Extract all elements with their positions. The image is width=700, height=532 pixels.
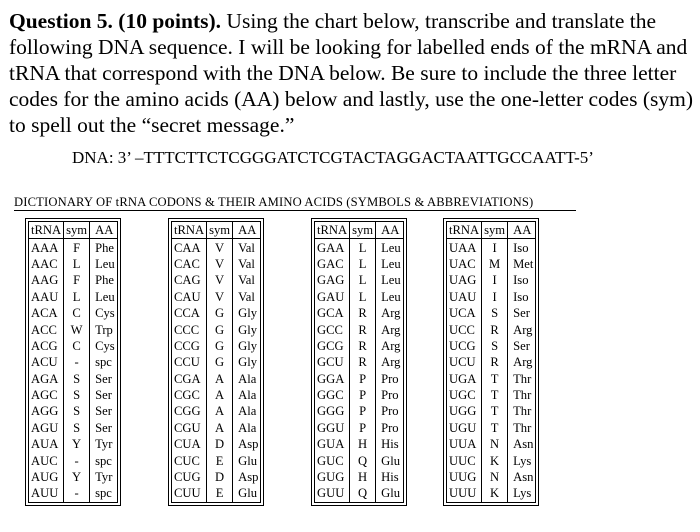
codon-cell: UAU [447, 289, 482, 305]
amino-acid-cell: Phe [95, 240, 114, 255]
codon-table-4 [446, 221, 536, 503]
amino-acid-cell: Arg [513, 322, 533, 337]
codon-cell: CUA [172, 436, 207, 452]
table-row [315, 387, 404, 403]
symbol-cell: E [207, 485, 233, 502]
table-row [172, 436, 261, 452]
symbol-cell: H [350, 436, 376, 452]
codon-table-2 [171, 221, 261, 503]
table-row [172, 272, 261, 288]
amino-acid-cell: Gly [238, 322, 257, 337]
table-row [315, 305, 404, 321]
codon-cell: AAG [29, 272, 64, 288]
amino-acid-cell: Gly [238, 355, 257, 370]
symbol-cell: L [64, 256, 90, 272]
table-row [172, 371, 261, 387]
codon-cell: UGU [447, 420, 482, 436]
amino-acid-cell: Ser [95, 404, 112, 419]
table-row [29, 354, 118, 370]
symbol-cell: Y [64, 436, 90, 452]
question-label: Question 5. (10 points). [9, 9, 222, 33]
amino-acid-cell: Pro [381, 420, 399, 435]
table-row [29, 239, 118, 256]
symbol-cell: L [350, 239, 376, 256]
table-row [29, 387, 118, 403]
amino-acid-cell: Arg [381, 322, 401, 337]
table-row [29, 452, 118, 468]
amino-acid-cell: Lys [513, 453, 532, 468]
table-row [29, 485, 118, 502]
table-row [315, 403, 404, 419]
codon-cell: CAU [172, 289, 207, 305]
symbol-cell: C [64, 305, 90, 321]
amino-acid-cell: Ala [238, 420, 257, 435]
table-row [447, 354, 536, 370]
amino-acid-cell: Leu [381, 240, 401, 255]
table-row [29, 305, 118, 321]
amino-acid-cell: Tyr [95, 470, 113, 485]
symbol-cell: R [350, 354, 376, 370]
codon-table-header [315, 222, 404, 239]
table-row [172, 452, 261, 468]
symbol-cell: S [64, 420, 90, 436]
amino-acid-cell: Trp [95, 322, 113, 337]
table-row [29, 272, 118, 288]
symbol-cell: P [350, 371, 376, 387]
codon-cell: GCU [315, 354, 350, 370]
codon-cell: UGC [447, 387, 482, 403]
symbol-cell: R [350, 338, 376, 354]
codon-cell: ACC [29, 321, 64, 337]
symbol-cell: R [350, 321, 376, 337]
symbol-cell: E [207, 452, 233, 468]
column-header: tRNA [447, 222, 482, 239]
codon-cell: AGG [29, 403, 64, 419]
amino-acid-cell: Glu [381, 453, 400, 468]
codon-cell: UAC [447, 256, 482, 272]
amino-acid-cell: Leu [381, 256, 401, 271]
amino-acid-cell: Glu [381, 486, 400, 501]
codon-cell: CAG [172, 272, 207, 288]
symbol-cell: D [207, 469, 233, 485]
amino-acid-cell: Cys [95, 338, 115, 353]
codon-cell: AGA [29, 371, 64, 387]
table-row [172, 338, 261, 354]
symbol-cell: F [64, 272, 90, 288]
table-row [172, 256, 261, 272]
codon-cell: GUA [315, 436, 350, 452]
column-header: sym [64, 222, 90, 239]
table-row [315, 272, 404, 288]
column-header: sym [482, 222, 508, 239]
table-row [29, 338, 118, 354]
codon-cell: UAA [447, 239, 482, 256]
symbol-cell: S [64, 387, 90, 403]
symbol-cell: T [482, 371, 508, 387]
table-row [447, 403, 536, 419]
symbol-cell: Q [350, 452, 376, 468]
symbol-cell: S [64, 371, 90, 387]
symbol-cell: V [207, 289, 233, 305]
symbol-cell: D [207, 436, 233, 452]
table-row [447, 371, 536, 387]
amino-acid-cell: Pro [381, 371, 399, 386]
amino-acid-cell: Ser [513, 338, 530, 353]
symbol-cell: N [482, 436, 508, 452]
codon-cell: GGG [315, 403, 350, 419]
symbol-cell: N [482, 469, 508, 485]
table-row [315, 452, 404, 468]
codon-cell: UCA [447, 305, 482, 321]
table-row [315, 436, 404, 452]
codon-cell: UUU [447, 485, 482, 502]
amino-acid-cell: Leu [95, 256, 115, 271]
amino-acid-cell: Pro [381, 404, 399, 419]
symbol-cell: R [482, 354, 508, 370]
codon-cell: UCU [447, 354, 482, 370]
symbol-cell: R [482, 321, 508, 337]
amino-acid-cell: Iso [513, 240, 529, 255]
codon-cell: AUG [29, 469, 64, 485]
amino-acid-cell: Ala [238, 404, 257, 419]
codon-cell: GUU [315, 485, 350, 502]
codon-cell: CGU [172, 420, 207, 436]
table-row [447, 452, 536, 468]
codon-cell: GCG [315, 338, 350, 354]
codon-cell: AGU [29, 420, 64, 436]
table-row [172, 485, 261, 502]
amino-acid-cell: Glu [238, 453, 257, 468]
table-row [29, 256, 118, 272]
table-row [29, 371, 118, 387]
table-row [315, 420, 404, 436]
codon-table-1 [28, 221, 118, 503]
codon-cell: GUG [315, 469, 350, 485]
codon-cell: UCG [447, 338, 482, 354]
amino-acid-cell: Pro [381, 388, 399, 403]
table-row [29, 289, 118, 305]
symbol-cell: L [64, 289, 90, 305]
symbol-cell: S [482, 305, 508, 321]
codon-cell: AUC [29, 452, 64, 468]
codon-cell: ACA [29, 305, 64, 321]
table-row [29, 469, 118, 485]
table-row [172, 469, 261, 485]
symbol-cell: P [350, 387, 376, 403]
symbol-cell: T [482, 420, 508, 436]
symbol-cell: P [350, 420, 376, 436]
amino-acid-cell: Thr [513, 420, 532, 435]
codon-table-header [172, 222, 261, 239]
codon-cell: CCC [172, 321, 207, 337]
amino-acid-cell: Ala [238, 371, 257, 386]
amino-acid-cell: Ser [95, 371, 112, 386]
amino-acid-cell: Ser [95, 420, 112, 435]
symbol-cell: S [64, 403, 90, 419]
table-row [315, 338, 404, 354]
codon-cell: CCG [172, 338, 207, 354]
column-header: AA [90, 222, 118, 239]
codon-cell: UUG [447, 469, 482, 485]
amino-acid-cell: Thr [513, 388, 532, 403]
codon-cell: GGU [315, 420, 350, 436]
amino-acid-cell: Asn [513, 470, 534, 485]
codon-cell: UUA [447, 436, 482, 452]
codon-cell: GCC [315, 321, 350, 337]
amino-acid-cell: Thr [513, 404, 532, 419]
amino-acid-cell: Tyr [95, 437, 113, 452]
codon-table-3 [314, 221, 404, 503]
amino-acid-cell: spc [95, 453, 112, 468]
column-header: sym [207, 222, 233, 239]
symbol-cell: G [207, 321, 233, 337]
table-row [172, 354, 261, 370]
symbol-cell: L [350, 256, 376, 272]
amino-acid-cell: Lys [513, 486, 532, 501]
codon-cell: CAC [172, 256, 207, 272]
symbol-cell: K [482, 452, 508, 468]
codon-cell: ACU [29, 354, 64, 370]
column-header: tRNA [315, 222, 350, 239]
amino-acid-cell: Arg [513, 355, 533, 370]
symbol-cell: G [207, 354, 233, 370]
table-row [447, 387, 536, 403]
symbol-cell: R [350, 305, 376, 321]
amino-acid-cell: Leu [95, 289, 115, 304]
column-header: tRNA [172, 222, 207, 239]
codon-cell: CGC [172, 387, 207, 403]
codon-cell: CUU [172, 485, 207, 502]
codon-cell: CUC [172, 452, 207, 468]
codon-cell: CGG [172, 403, 207, 419]
codon-cell: GGA [315, 371, 350, 387]
amino-acid-cell: Met [513, 256, 534, 271]
table-row [172, 420, 261, 436]
column-header: sym [350, 222, 376, 239]
table-row [447, 420, 536, 436]
codon-cell: GAU [315, 289, 350, 305]
table-row [447, 469, 536, 485]
amino-acid-cell: Arg [381, 355, 401, 370]
amino-acid-cell: His [381, 470, 399, 485]
table-row [29, 321, 118, 337]
amino-acid-cell: Leu [381, 289, 401, 304]
symbol-cell: A [207, 371, 233, 387]
symbol-cell: Y [64, 469, 90, 485]
symbol-cell: S [482, 338, 508, 354]
codon-cell: UGA [447, 371, 482, 387]
codon-cell: ACG [29, 338, 64, 354]
symbol-cell: W [64, 321, 90, 337]
symbol-cell: I [482, 289, 508, 305]
symbol-cell: K [482, 485, 508, 502]
codon-cell: GGC [315, 387, 350, 403]
amino-acid-cell: Asp [238, 437, 259, 452]
symbol-cell: H [350, 469, 376, 485]
question-body: Using the chart below, transcribe and translate the following DNA sequence. I will be looking for labelled ends of the mRNA and tRNA that correspond with the DNA below. Be sure to include the three letter codes for the amino acids (AA) below and lastly, use the one-letter codes (sym) to spell out the “secret message.” [9, 9, 694, 137]
codon-cell: UAG [447, 272, 482, 288]
amino-acid-cell: His [381, 437, 399, 452]
table-row [315, 354, 404, 370]
codon-cell: AAU [29, 289, 64, 305]
codon-cell: CCA [172, 305, 207, 321]
codon-cell: GAA [315, 239, 350, 256]
table-row [447, 321, 536, 337]
symbol-cell: - [64, 452, 90, 468]
codon-cell: AUA [29, 436, 64, 452]
table-row [447, 485, 536, 502]
table-row [447, 272, 536, 288]
amino-acid-cell: Gly [238, 306, 257, 321]
table-row [172, 321, 261, 337]
table-row [29, 403, 118, 419]
table-row [172, 403, 261, 419]
table-row [315, 256, 404, 272]
symbol-cell: A [207, 387, 233, 403]
amino-acid-cell: Val [238, 240, 255, 255]
table-row [447, 239, 536, 256]
table-row [29, 420, 118, 436]
codon-cell: AAC [29, 256, 64, 272]
codon-cell: UGG [447, 403, 482, 419]
codon-cell: AGC [29, 387, 64, 403]
amino-acid-cell: Arg [381, 338, 401, 353]
table-row [447, 289, 536, 305]
symbol-cell: V [207, 272, 233, 288]
amino-acid-cell: Iso [513, 273, 529, 288]
symbol-cell: C [64, 338, 90, 354]
table-row [315, 469, 404, 485]
amino-acid-cell: Val [238, 256, 255, 271]
symbol-cell: T [482, 403, 508, 419]
symbol-cell: - [64, 354, 90, 370]
symbol-cell: I [482, 239, 508, 256]
symbol-cell: V [207, 239, 233, 256]
amino-acid-cell: Leu [381, 273, 401, 288]
table-row [447, 305, 536, 321]
table-row [172, 305, 261, 321]
table-row [447, 338, 536, 354]
table-row [315, 371, 404, 387]
table-row [29, 436, 118, 452]
symbol-cell: G [207, 305, 233, 321]
column-header: AA [233, 222, 261, 239]
codon-cell: GAC [315, 256, 350, 272]
symbol-cell: V [207, 256, 233, 272]
amino-acid-cell: Iso [513, 289, 529, 304]
table-row [315, 239, 404, 256]
amino-acid-cell: Cys [95, 306, 115, 321]
symbol-cell: A [207, 420, 233, 436]
symbol-cell: - [64, 485, 90, 502]
amino-acid-cell: spc [95, 486, 112, 501]
column-header: AA [508, 222, 536, 239]
dictionary-title: DICTIONARY OF tRNA CODONS & THEIR AMINO ACIDS (SYMBOLS & ABBREVIATIONS) [14, 194, 576, 211]
column-header: AA [376, 222, 404, 239]
table-row [447, 436, 536, 452]
table-row [315, 321, 404, 337]
amino-acid-cell: Phe [95, 273, 114, 288]
amino-acid-cell: Ser [513, 306, 530, 321]
codon-cell: GCA [315, 305, 350, 321]
codon-cell: AUU [29, 485, 64, 502]
table-row [172, 289, 261, 305]
symbol-cell: I [482, 272, 508, 288]
codon-cell: CCU [172, 354, 207, 370]
codon-table-header [29, 222, 118, 239]
symbol-cell: L [350, 272, 376, 288]
amino-acid-cell: Thr [513, 371, 532, 386]
amino-acid-cell: Arg [381, 306, 401, 321]
table-row [315, 289, 404, 305]
symbol-cell: P [350, 403, 376, 419]
symbol-cell: L [350, 289, 376, 305]
codon-cell: CAA [172, 239, 207, 256]
table-row [315, 485, 404, 502]
symbol-cell: Q [350, 485, 376, 502]
symbol-cell: A [207, 403, 233, 419]
codon-table-header [447, 222, 536, 239]
codon-cell: UCC [447, 321, 482, 337]
symbol-cell: T [482, 387, 508, 403]
amino-acid-cell: Glu [238, 486, 257, 501]
amino-acid-cell: Val [238, 273, 255, 288]
amino-acid-cell: Ser [95, 388, 112, 403]
table-row [172, 239, 261, 256]
codon-cell: GAG [315, 272, 350, 288]
amino-acid-cell: spc [95, 355, 112, 370]
table-row [172, 387, 261, 403]
amino-acid-cell: Gly [238, 338, 257, 353]
symbol-cell: M [482, 256, 508, 272]
codon-cell: CGA [172, 371, 207, 387]
codon-cell: GUC [315, 452, 350, 468]
amino-acid-cell: Asn [513, 437, 534, 452]
amino-acid-cell: Ala [238, 388, 257, 403]
codon-cell: UUC [447, 452, 482, 468]
dna-sequence: DNA: 3’ –TTTCTTCTCGGGATCTCGTACTAGGACTAATTGCCAATT-5’ [72, 148, 594, 167]
table-row [447, 256, 536, 272]
amino-acid-cell: Val [238, 289, 255, 304]
codon-cell: AAA [29, 239, 64, 256]
symbol-cell: F [64, 239, 90, 256]
amino-acid-cell: Asp [238, 470, 259, 485]
codon-cell: CUG [172, 469, 207, 485]
symbol-cell: G [207, 338, 233, 354]
column-header: tRNA [29, 222, 64, 239]
question-text [9, 8, 693, 138]
